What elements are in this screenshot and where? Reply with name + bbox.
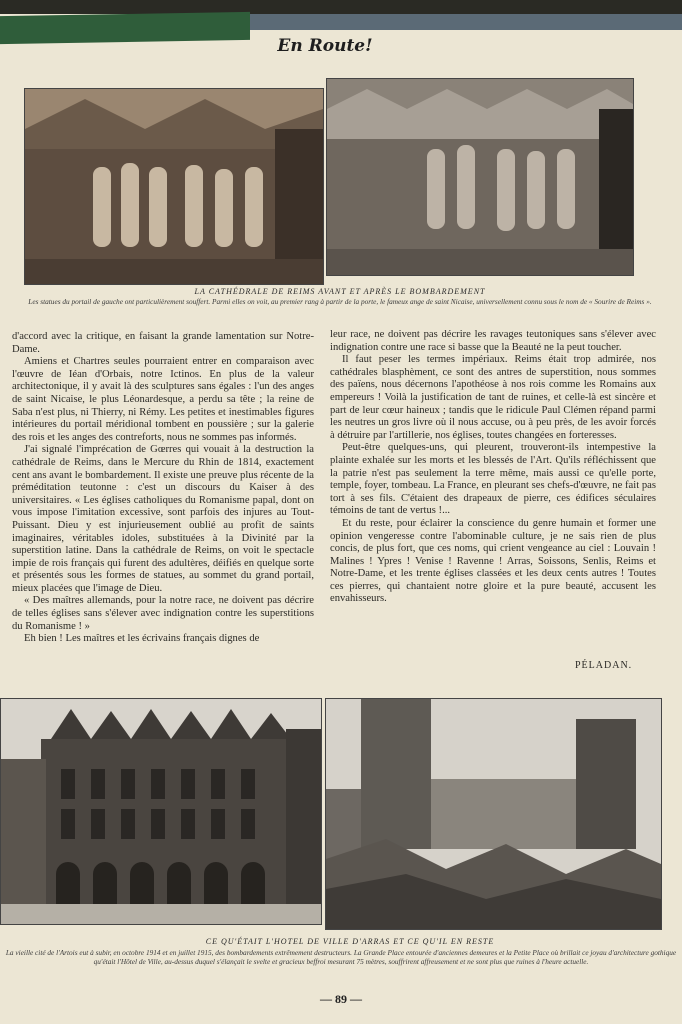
paragraph: Et du reste, pour éclairer la conscience du genre humain et former une opinion vengeresse contre l'abominable culture, je ne sais rien de plus concis, de plus fort, que ces noms, qui crient vengeance au ciel : Louvain ! Malines ! Ypres ! Venise ! Ravenne ! Arras, Soissons, Senlis, Reims et Notre-Dame, et les trente églises classées et les deux cents autres ! Toutes ces pierres, qui chantaient notre gloire et la pure beauté, accusent les envahisseurs. [330, 517, 656, 605]
bottom-caption-title: CE QU'ÉTAIT L'HOTEL DE VILLE D'ARRAS ET CE QU'IL EN RESTE [205, 937, 495, 946]
paragraph: Peut-être quelques-uns, qui pleurent, trouveront-ils intempestive la plainte exhalée sur les morts et les blessés de l'Art. Qu'ils réfléchissent que la patrie n'est pas seulement la terre même, mais aussi ce qu'elle porte, temple, foyer, tombeau. La France, en pleurant ses chefs-d'œuvre, ne fait pas tort à ses fils. C'étaient des drapeaux de pierre, ces édifices séculaires témoins de tant de vertus !... [330, 442, 656, 517]
top-caption-title: LA CATHÉDRALE DE REIMS AVANT ET APRÈS LE BOMBARDEMENT [194, 287, 486, 296]
right-text-column [330, 329, 656, 606]
reims-after-photo [326, 78, 634, 276]
paragraph: Il faut peser les termes impériaux. Reims était trop admirée, nos cathédrales blasphèment, ce sont des antres de superstition, nous sommes des païens, nous décernons l'apothéose à nos rois comme les Romains aux empereurs ! Voilà la justification de tant de ruines, et celle-là est sincère et part de leur cœur haineux ; tandis que le ridicule Paul Clémen répand parmi les neutres un gros livre où il nous accuse, ou à peu près, de les avoir forcés à détruire par l'artillerie, nos églises, toutes changées en forteresses. [330, 354, 656, 441]
arras-after-photo [325, 698, 662, 930]
left-text-column [12, 331, 314, 646]
paragraph: Amiens et Chartres seules pourraient entrer en comparaison avec l'œuvre de Iéan d'Orbais, notre Ictinos. En plus de la valeur architectonique, il y avait là des sculptures sans égales : l'un des anges de saint Nicaise, le plus Léonardesque, a perdu sa tête ; la reine de Saba n'est plus, ni Thierry, ni Rémy. Les petites et inestimables figures intérieures du portail méridional tombent en poussière ; sur la galerie des rois et les anges des contreforts, nous ne sommes pas informés. [12, 356, 314, 443]
paragraph: « Des maîtres allemands, pour la notre race, ne doivent pas décrire de telles églises sans s'élever avec indignation contre les superstitions du Romanisme ! » [12, 595, 314, 632]
bottom-caption-text: La vieille cité de l'Artois eut à subir, en octobre 1914 et en juillet 1915, des bombardements extrêmement destructeurs. La Grande Place entourée d'anciennes demeures et la Petite Place où brillait ce joyau d'architecture gothique qu'était l'Hôtel de Ville, au-dessus duquel s'élançait le svelte et gracieux beffroi mesurant 75 mètres, souffrirent affreusement et ne sont plus que ruines à l'heure actuelle. [5, 948, 677, 966]
reims-before-photo [24, 88, 324, 285]
paragraph: J'ai signalé l'imprécation de Gœrres qui vouait à la destruction la cathédrale de Reims, dans le Mercure du Rhin de 1814, exactement cent ans avant le bombardement. Il existe une preuve plus récente de la préméditation teutonne : c'est un discours du Kaiser à des universitaires. « Les églises catholiques du Romanisme papal, dont on vous impose l'imitation excessive, sont parfois des injures au Tout-Puissant. Dieu y est injurieusement oublié au profit de saints imaginaires, véritables idoles, substituées à la Divinité par la superstition latine. Dans la cathédrale de Reims, on voit le spectacle impie de rois français qui furent des adultères, déifiés en quelque sorte et présentés sous les formes de statues, au sommet du grand portail, mieux placées que l'image de Dieu. [12, 444, 314, 594]
page-number: — 89 — [320, 992, 362, 1006]
paragraph: leur race, ne doivent pas décrire les ravages teutoniques sans s'élever avec indignation contre une race si basse que la Beauté ne la peut toucher. [330, 329, 656, 353]
background-strip [250, 14, 682, 30]
paragraph: Eh bien ! Les maîtres et les écrivains français dignes de [24, 633, 260, 645]
magazine-logo: En Route! [277, 36, 373, 56]
top-caption-text: Les statues du portail de gauche ont particulièrement souffert. Parmi elles on voit, au premier rang à partir de la porte, le fameux ange de saint Nicaise, universellement connu sous le nom de « Sourire de Reims ». [28, 297, 652, 306]
book-cover-edge [0, 12, 250, 44]
paragraph: d'accord avec la critique, en faisant la grande lamentation sur Notre-Dame. [12, 331, 314, 355]
arras-before-photo [0, 698, 322, 925]
author-signature: PÉLADAN. [575, 660, 633, 671]
